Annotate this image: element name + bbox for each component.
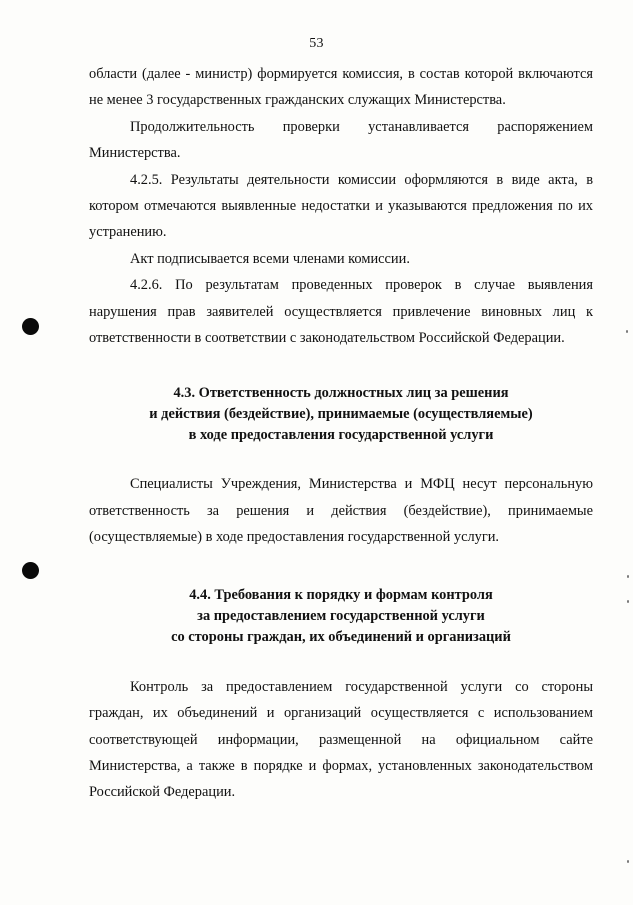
section-heading-line: за предоставлением государственной услуги (197, 607, 485, 624)
section-heading-line: 4.4. Требования к порядку и формам контроля (189, 586, 493, 603)
section-heading-line: в ходе предоставления государственной услуги (188, 427, 494, 444)
scan-speck (627, 600, 629, 603)
document-body (89, 61, 593, 806)
paragraph: Специалисты Учреждения, Министерства и МФЦ несут персональную ответственность за решения и действия (бездействие), принимаемые (осуществляемые) в ходе предоставления государственной услуги. (89, 476, 593, 546)
paragraph: 4.2.6. По результатам проведенных проверок в случае выявления нарушения прав заявителей осуществляется привлечение виновных лиц к ответственности в соответствии с законодательством Российской Федерации. (89, 277, 593, 347)
binder-hole-bottom (22, 562, 39, 579)
scan-speck (627, 575, 629, 578)
paragraph: Акт подписывается всеми членами комиссии. (130, 250, 410, 267)
section-heading-line: и действия (бездействие), принимаемые (осуществляемые) (149, 406, 533, 423)
scan-speck (626, 330, 628, 333)
scan-speck (627, 860, 629, 863)
section-heading-4-3 (89, 383, 593, 446)
paragraph: области (далее - министр) формируется комиссия, в состав которой включаются не менее 3 государственных гражданских служащих Министерства. (89, 66, 593, 109)
section-heading-line: 4.3. Ответственность должностных лиц за решения (173, 385, 509, 402)
paragraph: Контроль за предоставлением государственной услуги со стороны граждан, их объединений и организаций осуществляется с использованием соответствующей информации, размещенной на официальном сайте Министерства, а также в порядке и формах, установленных законодательством Российской Федерации. (89, 678, 593, 801)
paragraph: 4.2.5. Результаты деятельности комиссии оформляются в виде акта, в котором отмечаются выявленные недостатки и указываются предложения по их устранению. (89, 171, 593, 241)
section-heading-4-4 (89, 585, 593, 648)
paragraph: Продолжительность проверки устанавливается распоряжением Министерства. (89, 118, 593, 162)
section-heading-line: со стороны граждан, их объединений и организаций (171, 628, 511, 645)
binder-hole-top (22, 318, 39, 335)
page-number: 53 (309, 36, 324, 51)
